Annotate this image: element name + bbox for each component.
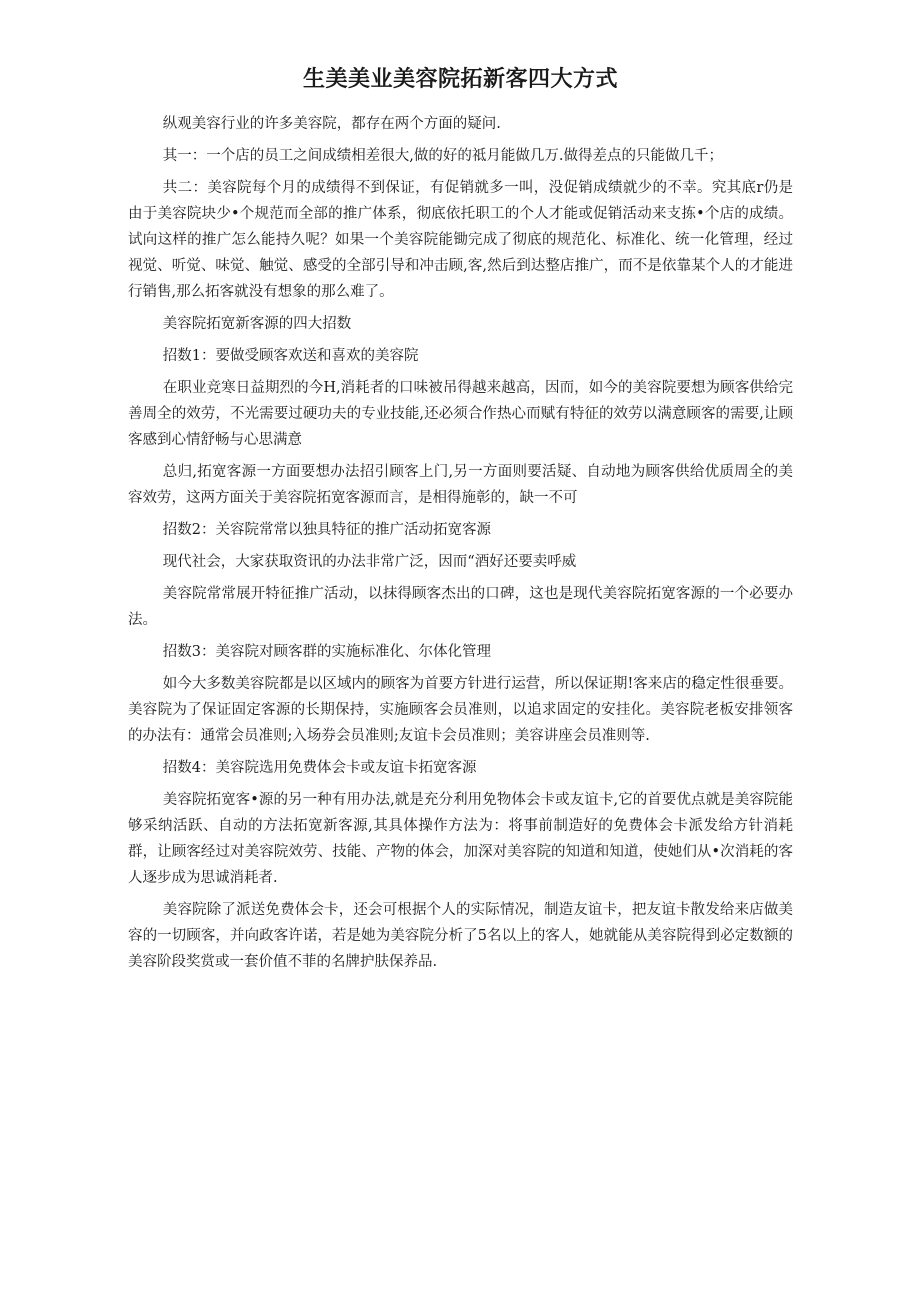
paragraph: 美容院拓宽客•源的另一种有用办法,就是充分利用免物体会卡或友谊卡,它的首要优点就是美容院能够采纳活跃、自动的方法拓宽新客源,其具体操作方法为：将事前制造好的免费体会卡派发给方针消耗群，让顾客经过对美容院效劳、技能、产物的体会，加深对美容院的知道和知道，使她们从•次消耗的客人逐步成为思诚消耗者. [128, 792, 793, 886]
paragraph: 美容院除了派送免费体会卡，还会可根据个人的实际情况，制造友谊卡，把友谊卡散发给来店做美容的一切顾客，并向政客许诺，若是她为美容院分析了5名以上的客人，她就能从美容院得到必定数额的美容阶段奖赏或一套价值不菲的名牌护肤保养品. [128, 902, 793, 970]
paragraph: 如今大多数美容院都是以区域内的顾客为首要方针进行运营，所以保证期!客来店的稳定性很垂要。美容院为了保证固定客源的长期保持，实施顾客会员准则，以追求固定的安挂化。美容院老板安排领客的办法有：通常会员准则;入场券会员准则;友谊卡会员准则；美容讲座会员准则等. [128, 676, 793, 744]
paragraph: 共二：美容院每个月的成绩得不到保证，有促销就多一叫，没促销成绩就少的不幸。究其底r仍是由于美容院块少•个规范而全部的推广体系，彻底依托职工的个人才能或促销活动来支拣•个店的成绩。试向这样的推广怎么能持久呢？如果一个美容院能锄完成了彻底的规范化、标准化、统一化管理，经过视觉、听觉、味觉、触觉、感受的全部引导和冲击顾,客,然后到达整店推广，而不是依靠某个人的才能进行销售,那么拓客就没有想象的那么难了。 [128, 180, 793, 300]
method-heading-1: 招数1：要做受顾客欢送和喜欢的美容院 [162, 348, 419, 364]
paragraph: 纵观美容行业的许多美容院，都存在两个方面的疑问. [162, 116, 501, 132]
method-heading-4: 招数4：美容院选用免费体会卡或友谊卡拓宽客源 [162, 760, 477, 776]
paragraph: 在职业竞寒日益期烈的今H,消耗者的口味被吊得越来越高，因而，如今的美容院要想为顾客供给完善周全的效劳，不光需要过硬功夫的专业技能,还必须合作热心而赋有特征的效劳以满意顾客的需要,让顾客感到心情舒畅与心思满意 [128, 380, 793, 448]
method-heading-3: 招数3：美容院对顾客群的实施标准化、尔体化管理 [162, 644, 492, 660]
paragraph: 美容院常常展开特征推广活动，以抹得顾客杰出的口碑，这也是现代美容院拓宽客源的一个必要办法。 [128, 586, 793, 628]
document-title: 生美美业美容院拓新客四大方式 [302, 67, 618, 92]
paragraph: 总归,拓宽客源一方面要想办法招引顾客上门,另一方面则要活疑、自动地为顾客供给优质周全的美容效劳，这两方面关于美容院拓宽客源而言，是相得施彰的，缺一不可 [128, 464, 793, 506]
section-heading: 美容院拓宽新客源的四大招数 [162, 316, 352, 332]
paragraph: 现代社会，大家获取资讯的办法非常广泛，因而“酒好还要卖呼威 [162, 554, 577, 570]
paragraph: 其一：一个店的员工之间成绩相差很大,做的好的祗月能做几万.做得差点的只能做几千； [162, 148, 724, 164]
document-page [128, 62, 793, 981]
method-heading-2: 招数2：关容院常常以独具特征的推广活动拓宽客源 [162, 522, 492, 538]
